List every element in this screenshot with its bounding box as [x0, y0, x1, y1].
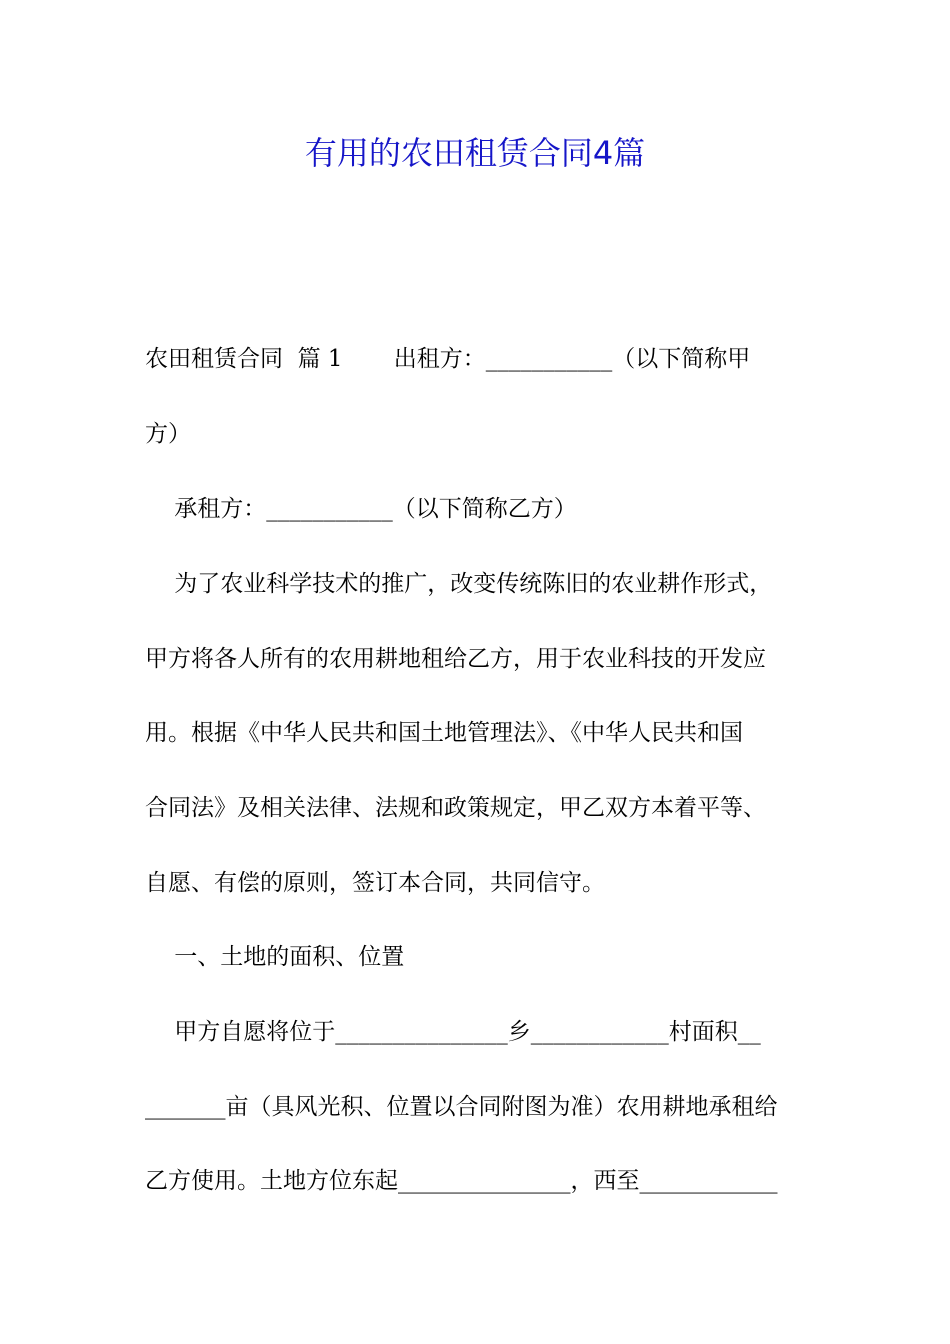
document-title: 有用的农田租赁合同4篇	[304, 134, 646, 172]
text-line-8: 自愿、有偿的原则，签订本合同，共同信守。	[145, 870, 605, 896]
text-line-1: 农田租赁合同 篇 1 出租方：___________（以下简称甲	[145, 346, 751, 372]
text-line-7: 合同法》及相关法律、法规和政策规定，甲乙双方本着平等、	[145, 795, 766, 821]
text-line-12: 乙方使用。土地方位东起_______________，西至____________	[145, 1168, 778, 1194]
text-line-10: 甲方自愿将位于_______________乡____________村面积__	[145, 1019, 761, 1045]
text-line-11: _______亩（具风光积、位置以合同附图为准）农用耕地承租给	[145, 1094, 778, 1120]
text-line-9: 一、土地的面积、位置	[145, 944, 405, 970]
text-line-3: 承租方：___________（以下简称乙方）	[145, 496, 577, 522]
text-line-6: 用。根据《中华人民共和国土地管理法》、《中华人民共和国	[145, 720, 743, 746]
text-line-5: 甲方将各人所有的农用耕地租给乙方，用于农业科技的开发应	[145, 646, 766, 672]
text-line-2: 方）	[145, 421, 191, 447]
text-line-4: 为了农业科学技术的推广，改变传统陈旧的农业耕作形式，	[145, 571, 773, 597]
